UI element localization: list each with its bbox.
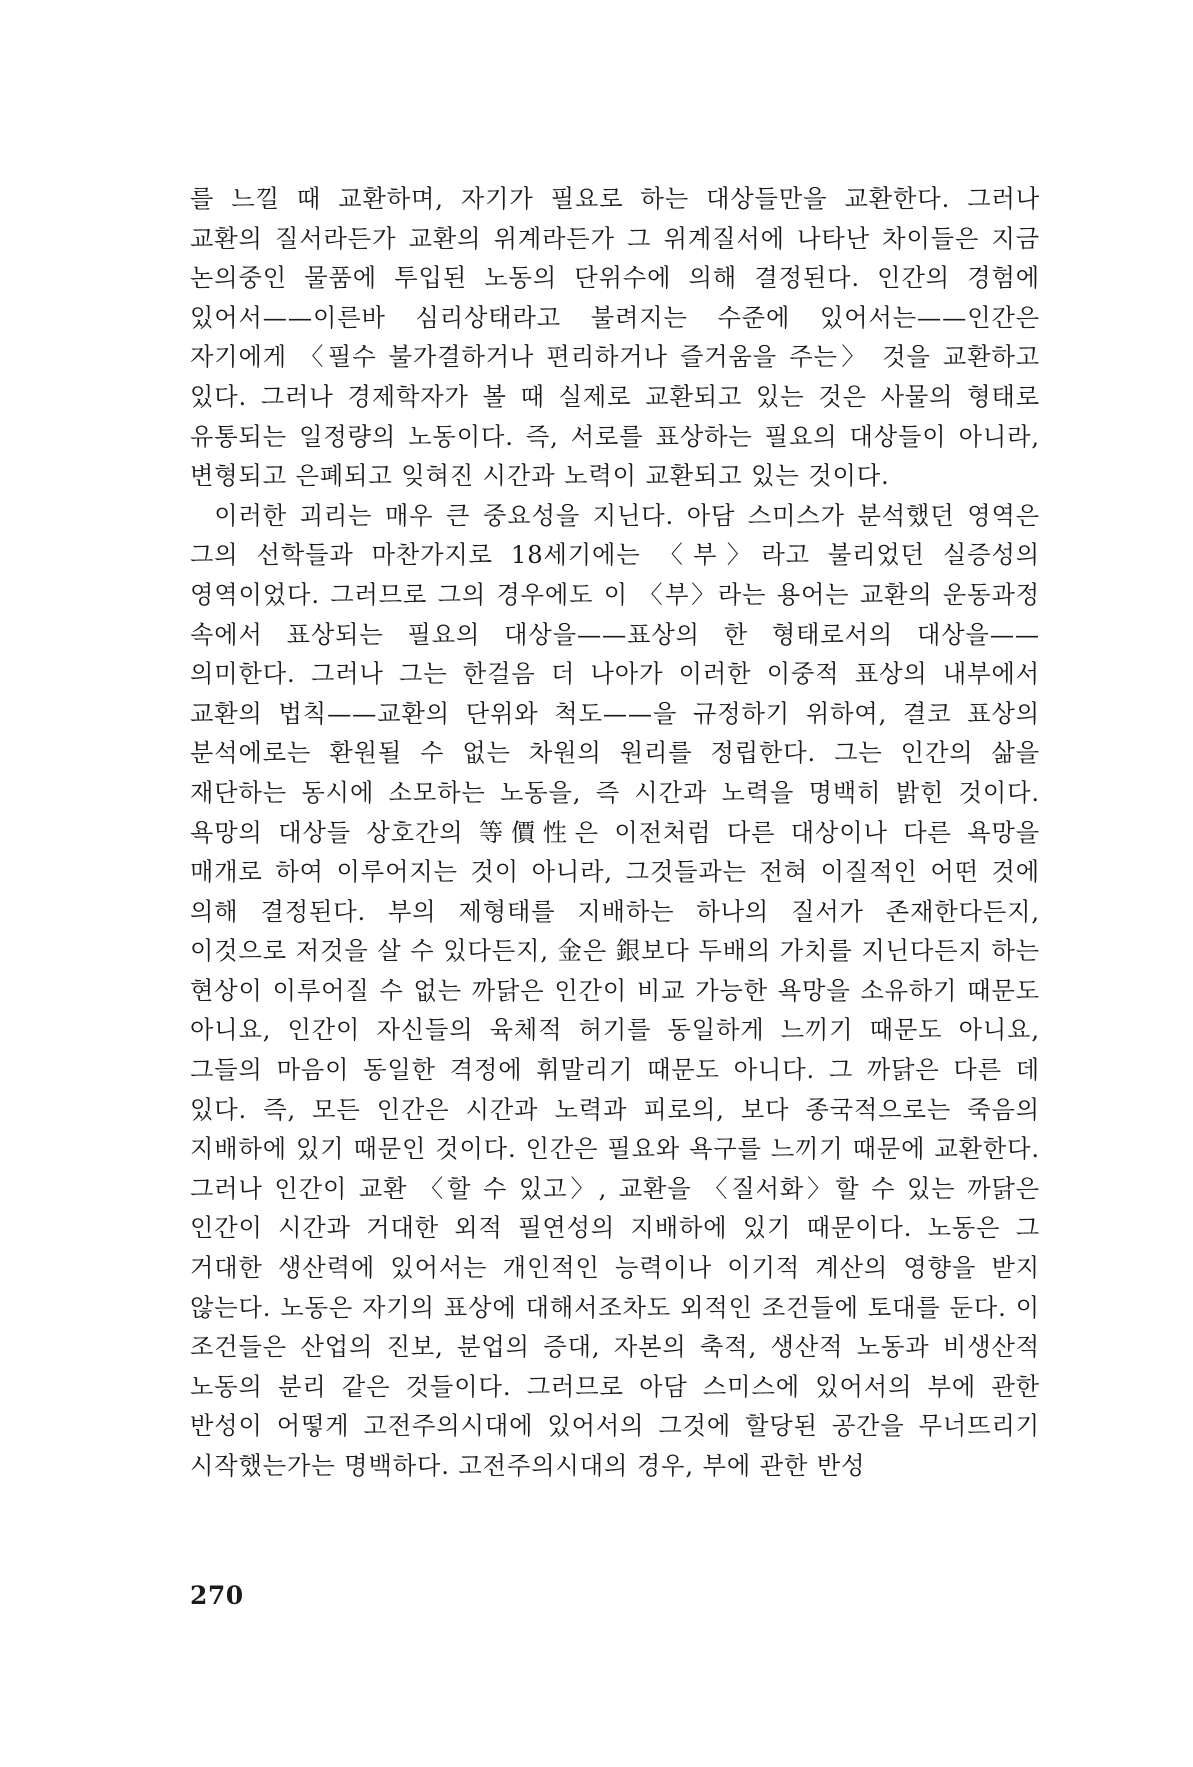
paragraph: 이러한 괴리는 매우 큰 중요성을 지닌다. 아담 스미스가 분석했던 영역은 그의 선학들과 마찬가지로 18세기에는 〈부〉라고 불리었던 실증성의 영역이었다. 그러므로 그의 경우에도 이 〈부〉라는 용어는 교환의 운동과정 속에서 표상되는 필요의 대상을——표상의 한 형태로서의 대상을——의미한다. 그러나 그는 한걸음 더 나아가 이러한 이중적 표상의 내부에서 교환의 법칙——교환의 단위와 척도——을 규정하기 위하여, 결코 표상의 분석에로는 환원될 수 없는 차원의 원리를 정립한다. 그는 인간의 삶을 재단하는 동시에 소모하는 노동을, 즉 시간과 노력을 명백히 밝힌 것이다. 욕망의 대상들 상호간의 等價性은 이전처럼 다른 대상이나 다른 욕망을 매개로 하여 이루어지는 것이 아니라, 그것들과는 전혀 이질적인 어떤 것에 의해 결정된다. 부의 제형태를 지배하는 하나의 질서가 존재한다든지, 이것으로 저것을 살 수 있다든지, 金은 銀보다 두배의 가치를 지닌다든지 하는 현상이 이루어질 수 없는 까닭은 인간이 비교 가능한 욕망을 소유하기 때문도 아니요, 인간이 자신들의 육체적 허기를 동일하게 느끼기 때문도 아니요, 그들의 마음이 동일한 격정에 휘말리기 때문도 아니다. 그 까닭은 다른 데 있다. 즉, 모든 인간은 시간과 노력과 피로의, 보다 종국적으로는 죽음의 지배하에 있기 때문인 것이다. 인간은 필요와 욕구를 느끼기 때문에 교환한다. 그러나 인간이 교환 〈할 수 있고〉, 교환을 〈질서화〉할 수 있는 까닭은 인간이 시간과 거대한 외적 필연성의 지배하에 있기 때문이다. 노동은 그 거대한 생산력에 있어서는 개인적인 능력이나 이기적 계산의 영향을 받지 않는다. 노동은 자기의 표상에 대해서조차도 외적인 조건들에 토대를 둔다. 이 조건들은 산업의 진보, 분업의 증대, 자본의 축적, 생산적 노동과 비생산적 노동의 분리 같은 것들이다. 그러므로 아담 스미스에 있어서의 부에 관한 반성이 어떻게 고전주의시대에 있어서의 그것에 할당된 공간을 무너뜨리기 시작했는가는 명백하다. 고전주의시대의 경우, 부에 관한 반성	[190, 501, 1040, 1480]
paragraph-continued: 를 느낄 때 교환하며, 자기가 필요로 하는 대상들만을 교환한다. 그러나 교환의 질서라든가 교환의 위계라든가 그 위계질서에 나타난 차이들은 지금 논의중인 물품에 투입된 노동의 단위수에 의해 결정된다. 인간의 경험에 있어서——이른바 심리상태라고 불려지는 수준에 있어서는——인간은 자기에게 〈필수 불가결하거나 편리하거나 즐거움을 주는〉 것을 교환하고 있다. 그러나 경제학자가 볼 때 실제로 교환되고 있는 것은 사물의 형태로 유통되는 일정량의 노동이다. 즉, 서로를 표상하는 필요의 대상들이 아니라, 변형되고 은폐되고 잊혀진 시간과 노력이 교환되고 있는 것이다.	[190, 185, 1040, 491]
body-text	[190, 180, 1040, 1487]
page-number: 270	[190, 1581, 244, 1610]
